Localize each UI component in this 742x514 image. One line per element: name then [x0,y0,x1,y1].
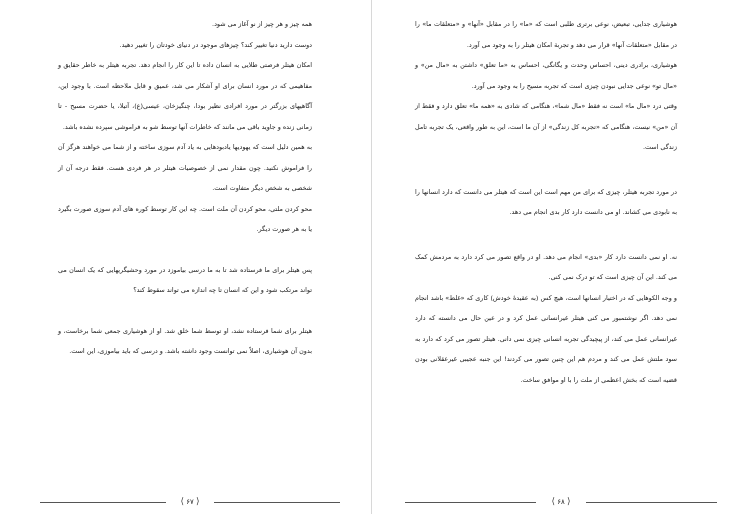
page-footer [40,496,340,508]
left-page-text [58,14,312,362]
bracket-icon: ⟩ [567,497,571,507]
paragraph: محو کردن ملتی، محو کردن آن ملت است. چه این کار توسط کوره های آدم سوزی صورت بگیرد یا به هر صورت دیگر. [58,204,312,233]
right-page-text [415,14,677,390]
paragraph: هیتلر برای شما فرستاده نشد، او توسط شما خلق شد. او از هوشیاری جمعی شما برخاست، و بدون آن هوشیاری، اصلاً نمی توانست وجود داشته باشد. و درسی که باید بیاموزی، این است. [58,326,312,355]
paragraph: هوشیاری، برادری دینی، احساس وحدت و یگانگی، احساس به «ما تعلق» داشتن به «مال من» و «مال تو» نوعی جدایی نبودن چیزی است که تجربه مسیح را به وجود می آورد. [415,61,677,90]
paragraph: نه. او نمی دانست دارد کار «بدی» انجام می دهد. او در واقع تصور می کرد دارد به مردمش کمک می کند. این آن چیزی است که تو درک نمی کنی. [415,252,677,281]
footer-rule [586,502,717,503]
page-number-text: ۶۷ [186,498,194,506]
footer-rule [405,502,536,503]
paragraph: به همین دلیل است که یهودیها یادبودهایی به یاد آدم سوزی ساخته و از شما می خواهند هرگز آن را فراموش نکنید. چون مقدار نمی از خصوصیات هیتلر در هر فردی هست. فقط درجه آن از شخصی به شخص دیگر متفاوت است. [58,143,312,192]
bracket-icon: ⟨ [551,497,555,507]
paragraph: دوست دارید دنیا تغییر کند؟ چیزهای موجود در دنیای خودتان را تغییر دهید. [119,40,312,49]
page-number [545,496,576,508]
page-footer [405,496,717,508]
footer-rule [40,502,166,503]
paragraph: پس هیتلر برای ما فرستاده شد تا به ما درسی بیاموزد در مورد وحشیگریهایی که یک انسان می تواند مرتکب شود و این که انسان تا چه اندازه می تواند سقوط کند؟ [58,265,312,294]
page-number [174,496,205,508]
page-number-text: ۶۸ [557,498,565,506]
paragraph: و وجه الکوهایی که در اختیار انسانها است، هیچ کس (به عقیدهٔ خودش) کاری که «غلط» باشد انجام نمی دهد. اگر نوشتمبور می کنی هیتلر غیرانسانی عمل کرد و در عین حال می دانسته که دارد غیرانسانی عمل می کند، از پیچیدگی تجربه انسانی چیزی نمی دانی. هیتلر تصور می کرد که دارد به سود ملتش عمل می کند و مردم هم این چنین تصور می کردند! این جنبه عجیبی غیرعقلانی بودن قضیه است که بخش اعظمی از ملت را با او موافق ساخت. [415,293,677,384]
paragraph: همه چیز و هر چیز از نو آغاز می شود. [212,20,312,28]
paragraph: هوشیاری جدایی، تبعیض، نوعی برتری طلبی است که «ما» را در مقابل «آنها» و «متعلقات ما» را در مقابل «متعلقات آنها» قرار می دهد و تجربة امکان هیتلر را به وجود می آورد. [415,20,677,49]
right-page [373,0,742,514]
bracket-icon: ⟩ [196,497,200,507]
bracket-icon: ⟨ [180,497,184,507]
paragraph: وقتی درد «مال ما» است نه فقط «مال شما»، هنگامی که شادی به «همه ما» تعلق دارد و فقط از آن «من» نیست، هنگامی که «تجربه کل زندگی» از آن ما است، این به طور واقعی، یک تجربه تامل زندگی است. [415,102,677,151]
paragraph: در مورد تجربه هیتلر، چیزی که برای من مهم است این است که هیتلر می دانست که دارد انسانها را به نابودی می کشاند. او می دانست دارد کار بدی انجام می دهد. [415,187,677,216]
paragraph: امکان هیتلر فرصتی طلایی به انسان داده تا این کار را انجام دهد. تجربه هیتلر به خاطر حقایق و مفاهیمی که در مورد انسان برای او آشکار می شد، عمیق و قابل ملاحظه است. با وجود این، آگاهیهای بزرگتر در مورد افرادی نظیر بودا، چنگیزخان، عیسی(ع)، آتیلا، یا حضرت مسیح - تا زمانی زنده و جاوید باقی می مانند که خاطرات آنها توسط شو به فراموشی سپرده نشده باشد. [58,61,312,131]
footer-rule [214,502,340,503]
